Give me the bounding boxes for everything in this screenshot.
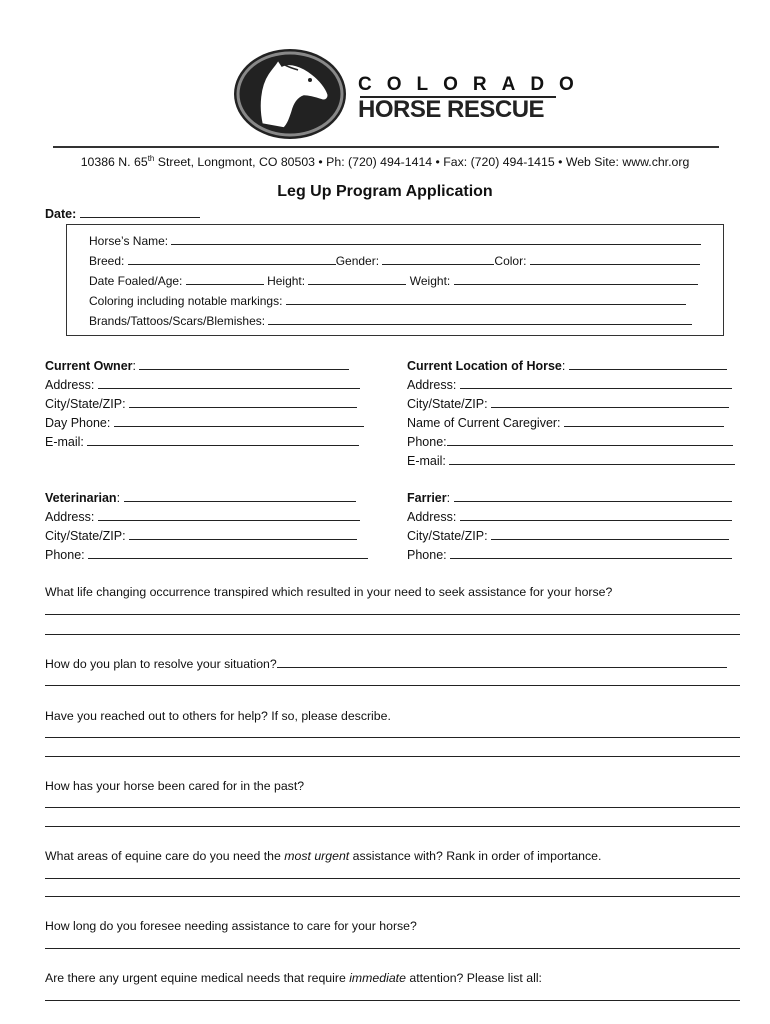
- answer-line[interactable]: [45, 614, 740, 615]
- caregiver-line[interactable]: [564, 415, 724, 427]
- answer-line[interactable]: [277, 656, 727, 668]
- brands-label: Brands/Tattoos/Scars/Blemishes:: [89, 314, 269, 328]
- address-sup: th: [147, 154, 155, 163]
- location-address-row[interactable]: [407, 376, 735, 395]
- location-city-row[interactable]: [407, 395, 735, 414]
- location-heading: Current Location of Horse: [407, 359, 562, 373]
- answer-line[interactable]: [45, 896, 740, 897]
- question-2-text: How do you plan to resolve your situation?: [45, 657, 277, 671]
- foaled-line[interactable]: [186, 273, 264, 285]
- horse-info-box: [66, 224, 724, 336]
- question-7-post: attention? Please list all:: [405, 971, 542, 985]
- owner-heading-row[interactable]: Current Owner:: [45, 357, 364, 376]
- location-email-label: E-mail:: [407, 454, 450, 468]
- caregiver-label: Name of Current Caregiver:: [407, 416, 565, 430]
- farrier-city-line[interactable]: [491, 528, 729, 540]
- owner-section: [45, 357, 364, 452]
- brands-line[interactable]: [268, 313, 692, 325]
- horse-foaled-row[interactable]: [89, 273, 698, 288]
- question-7-emphasis: immediate: [349, 971, 406, 985]
- vet-address-label: Address:: [45, 510, 98, 524]
- farrier-address-line[interactable]: [460, 509, 732, 521]
- vet-city-label: City/State/ZIP:: [45, 529, 130, 543]
- location-city-label: City/State/ZIP:: [407, 397, 492, 411]
- question-5-pre: What areas of equine care do you need the: [45, 849, 285, 863]
- question-5-emphasis: most urgent: [284, 849, 350, 863]
- farrier-section: [407, 489, 732, 565]
- vet-phone-label: Phone:: [45, 548, 89, 562]
- vet-line[interactable]: [124, 490, 356, 502]
- horse-brands-field[interactable]: [89, 313, 692, 328]
- horse-name-line[interactable]: [171, 233, 701, 245]
- coloring-line[interactable]: [286, 293, 686, 305]
- owner-line[interactable]: [139, 358, 349, 370]
- date-label: Date:: [45, 207, 80, 221]
- horse-name-label: Horse’s Name:: [89, 234, 172, 248]
- vet-city-line[interactable]: [129, 528, 357, 540]
- farrier-city-label: City/State/ZIP:: [407, 529, 492, 543]
- question-1: What life changing occurrence transpired which resulted in your need to seek assistance for your horse?: [45, 585, 613, 599]
- coloring-label: Coloring including notable markings:: [89, 294, 286, 308]
- answer-line[interactable]: [45, 878, 740, 879]
- answer-line[interactable]: [45, 737, 740, 738]
- vet-phone-row[interactable]: [45, 546, 368, 565]
- owner-city-label: City/State/ZIP:: [45, 397, 130, 411]
- owner-email-label: E-mail:: [45, 435, 88, 449]
- height-line[interactable]: [308, 273, 406, 285]
- farrier-address-row[interactable]: [407, 508, 732, 527]
- farrier-line[interactable]: [454, 490, 732, 502]
- location-email-row[interactable]: [407, 452, 735, 471]
- answer-line[interactable]: [45, 756, 740, 757]
- answer-line[interactable]: [45, 634, 740, 635]
- owner-phone-row[interactable]: [45, 414, 364, 433]
- location-address-line[interactable]: [460, 377, 732, 389]
- weight-line[interactable]: [454, 273, 698, 285]
- vet-heading: Veterinarian: [45, 491, 117, 505]
- owner-address-label: Address:: [45, 378, 98, 392]
- question-5: [45, 849, 601, 863]
- horse-breed-row[interactable]: [89, 253, 700, 268]
- page-title: Leg Up Program Application: [277, 183, 493, 200]
- answer-line[interactable]: [45, 948, 740, 949]
- color-label: Color:: [494, 254, 530, 268]
- date-field[interactable]: [45, 206, 200, 221]
- question-7: [45, 971, 542, 985]
- question-7-pre: Are there any urgent equine medical needs that require: [45, 971, 350, 985]
- farrier-heading: Farrier: [407, 491, 447, 505]
- weight-label: Weight:: [406, 274, 454, 288]
- gender-label: Gender:: [335, 254, 383, 268]
- vet-heading-row[interactable]: Veterinarian:: [45, 489, 368, 508]
- color-line[interactable]: [530, 253, 700, 265]
- answer-line[interactable]: [45, 826, 740, 827]
- date-line[interactable]: [80, 206, 200, 218]
- owner-heading: Current Owner: [45, 359, 133, 373]
- owner-email-row[interactable]: [45, 433, 364, 452]
- caregiver-row[interactable]: [407, 414, 735, 433]
- height-label: Height:: [263, 274, 309, 288]
- owner-city-line[interactable]: [129, 396, 357, 408]
- foaled-label: Date Foaled/Age:: [89, 274, 186, 288]
- address-contact: Street, Longmont, CO 80503 • Ph: (720) 494-1414 • Fax: (720) 494-1415 • Web Site: www.chr.org: [154, 155, 690, 170]
- vet-address-row[interactable]: [45, 508, 368, 527]
- question-6: How long do you foresee needing assistance to care for your horse?: [45, 919, 417, 933]
- owner-city-row[interactable]: [45, 395, 364, 414]
- farrier-phone-label: Phone:: [407, 548, 451, 562]
- horse-coloring-field[interactable]: [89, 293, 686, 308]
- location-phone-row[interactable]: [407, 433, 735, 452]
- owner-phone-line[interactable]: [114, 415, 364, 427]
- breed-label: Breed:: [89, 254, 128, 268]
- location-phone-label: Phone:: [407, 435, 447, 449]
- question-5-post: assistance with? Rank in order of importance.: [349, 849, 602, 863]
- location-email-line[interactable]: [449, 453, 735, 465]
- question-4: How has your horse been cared for in the past?: [45, 779, 305, 793]
- horse-name-field[interactable]: [89, 233, 701, 248]
- farrier-phone-line[interactable]: [450, 547, 732, 559]
- farrier-city-row[interactable]: [407, 527, 732, 546]
- address-street: 10386 N. 65: [80, 155, 148, 170]
- farrier-address-label: Address:: [407, 510, 460, 524]
- answer-line[interactable]: [45, 685, 740, 686]
- question-3: Have you reached out to others for help? If so, please describe.: [45, 709, 391, 723]
- org-name-line1: COLORADO: [358, 74, 589, 95]
- vet-address-line[interactable]: [98, 509, 360, 521]
- breed-line[interactable]: [128, 253, 336, 265]
- owner-phone-label: Day Phone:: [45, 416, 114, 430]
- location-phone-line[interactable]: [447, 434, 733, 446]
- farrier-phone-row[interactable]: [407, 546, 732, 565]
- owner-email-line[interactable]: [87, 434, 359, 446]
- location-section: [407, 357, 735, 471]
- location-address-label: Address:: [407, 378, 460, 392]
- org-logo: [232, 46, 589, 142]
- org-address: [0, 154, 770, 169]
- answer-line[interactable]: [45, 807, 740, 808]
- location-line[interactable]: [569, 358, 727, 370]
- owner-address-line[interactable]: [98, 377, 360, 389]
- question-2: [45, 656, 727, 671]
- location-heading-row[interactable]: Current Location of Horse:: [407, 357, 735, 376]
- owner-address-row[interactable]: [45, 376, 364, 395]
- farrier-heading-row[interactable]: Farrier:: [407, 489, 732, 508]
- gender-line[interactable]: [382, 253, 494, 265]
- header-divider: [53, 146, 719, 148]
- org-name-line2: HORSE RESCUE: [358, 96, 545, 123]
- answer-line[interactable]: [45, 1000, 740, 1001]
- horse-head-icon: [232, 46, 352, 142]
- vet-section: [45, 489, 368, 565]
- location-city-line[interactable]: [491, 396, 729, 408]
- vet-city-row[interactable]: [45, 527, 368, 546]
- vet-phone-line[interactable]: [88, 547, 368, 559]
